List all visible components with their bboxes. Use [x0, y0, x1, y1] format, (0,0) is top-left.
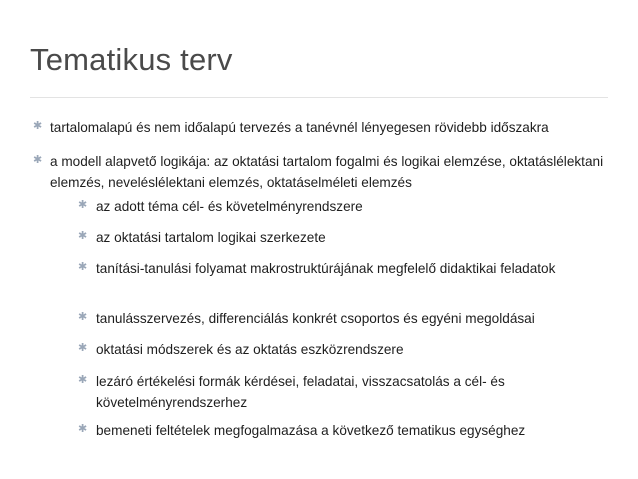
bullet-asterisk-icon: ✱	[78, 374, 88, 386]
slide-title: Tematikus terv	[30, 42, 233, 77]
bullet-asterisk-icon: ✱	[33, 120, 43, 132]
sub-list-item	[78, 227, 608, 248]
bullet-asterisk-icon: ✱	[78, 230, 88, 242]
list-item-text: a modell alapvető logikája: az oktatási tartalom fogalmi és logikai elemzése, oktatáslélektani elemzés, neveléslélektani elemzés, oktatáselméleti elemzés	[50, 154, 604, 190]
bullet-asterisk-icon: ✱	[78, 311, 88, 323]
bullet-asterisk-icon: ✱	[78, 423, 88, 435]
sub-list-item	[78, 258, 608, 279]
sub-list-item-text: oktatási módszerek és az oktatás eszközrendszere	[96, 342, 404, 357]
sub-list-item	[78, 339, 608, 360]
sub-list-item-text: bemeneti feltételek megfogalmazása a következő tematikus egységhez	[96, 423, 526, 438]
list-item	[33, 151, 610, 193]
sub-list-item-text: tanítási-tanulási folyamat makrostruktúrájának megfelelő didaktikai feladatok	[96, 261, 556, 276]
title-divider	[30, 97, 608, 98]
list-item-text: tartalomalapú és nem időalapú tervezés a tanévnél lényegesen rövidebb időszakra	[50, 120, 549, 135]
bullet-asterisk-icon: ✱	[78, 261, 88, 273]
sub-list-item-text: lezáró értékelési formák kérdései, feladatai, visszacsatolás a cél- és követelményrendszerhez	[96, 374, 505, 410]
sub-list-item	[78, 420, 608, 441]
list-item	[33, 117, 610, 138]
bullet-asterisk-icon: ✱	[33, 154, 43, 166]
sub-list-item-text: az oktatási tartalom logikai szerkezete	[96, 230, 326, 245]
sub-list-item	[78, 196, 608, 217]
bullet-asterisk-icon: ✱	[78, 199, 88, 211]
sub-list-item-text: az adott téma cél- és követelményrendszere	[96, 199, 363, 214]
sub-list-item	[78, 371, 608, 413]
sub-list-item	[78, 308, 608, 329]
bullet-asterisk-icon: ✱	[78, 342, 88, 354]
sub-list-item-text: tanulásszervezés, differenciálás konkrét csoportos és egyéni megoldásai	[96, 311, 535, 326]
